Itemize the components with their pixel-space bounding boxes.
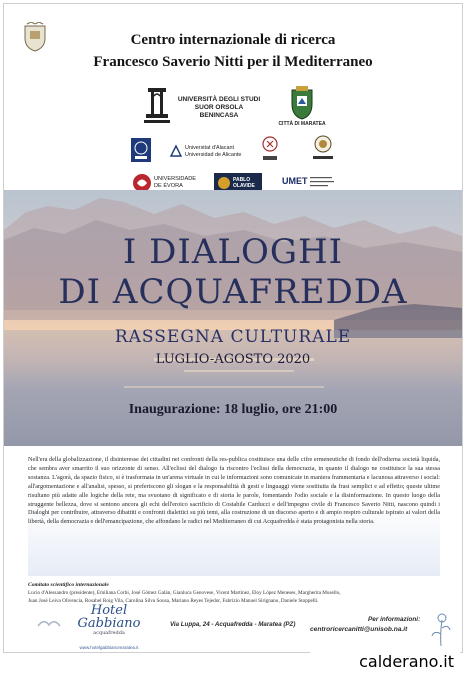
info-label: Per informazioni: [368, 616, 421, 623]
decorative-flower-icon [428, 610, 454, 648]
seal-logo-icon [130, 137, 152, 163]
suor-orsola-logo-icon [142, 84, 172, 126]
evora-name: UNIVERSIDADE DE ÉVORA [154, 176, 196, 189]
olavide-mark-icon [217, 176, 231, 190]
umet-caption-lines-icon [310, 176, 334, 188]
inauguration-date: Inaugurazione: 18 luglio, ore 21:00 [128, 402, 338, 417]
title-line1: I DIALOGHI [122, 232, 344, 272]
alicante-logo-icon [169, 144, 183, 158]
title-line2: DI ACQUAFREDDA [58, 272, 408, 312]
event-address: Via Luppa, 24 - Acquafredda - Maratea (PZ) [170, 621, 296, 628]
org-name-line1: Centro internazionale di ricerca [130, 32, 336, 48]
event-dates: LUGLIO-AGOSTO 2020 [155, 352, 311, 367]
alicante-name: Universitat d'Alacant Universidad de Alicante [185, 145, 242, 158]
committee-names-line1: Lucio d'Alessandro (presidente), Emiliana Corbi, José Gómez Galán, Gianluca Genovese, Vicent Martínez, Eloy López Meneses, Margherita Musello, [28, 590, 341, 596]
hotel-name-line2: Gabbiano [77, 616, 141, 631]
maratea-crest-icon [288, 84, 316, 120]
committee-title: Comitato scientifico internazionale [28, 582, 109, 588]
hotel-name-line1: Hotel [90, 603, 128, 618]
watermark-text: calderano.it [310, 651, 460, 673]
poster [3, 3, 463, 653]
hotel-logo [64, 604, 154, 637]
hotel-location: acquafredda [93, 630, 125, 636]
committee-names-line2: Juan José Leiva Olivencia, Rosabel Roig Vila, Carolina Silva Sousa, Mariano Reyes Tejedor, Fabrizio Manuel Sirignano, Daniele Stoppelli. [28, 597, 319, 604]
umet-name: UMET [282, 176, 308, 186]
university-seal-icon [312, 135, 334, 163]
suor-orsola-name: UNIVERSITÀ DEGLI STUDI SUOR ORSOLA BENINCASA [177, 96, 261, 119]
seagull-icon [36, 616, 62, 634]
info-email-link[interactable]: centroricercanitti@unisob.na.it [310, 626, 408, 633]
maratea-name: CITTÀ DI MARATEA [278, 121, 326, 127]
hotel-website-link[interactable]: www.hotelgabbianomaratea.it [79, 645, 139, 650]
subtitle: RASSEGNA CULTURALE [114, 327, 352, 347]
description-text: Nell'era della globalizzazione, il disinteresse dei cittadini nei confronti della res-publica costituisce una delle cifre ermeneutiche di fondo dell'odierna società liquida, che sembra aver smarrito il suo orizzonte di senso. All'eclissi del dialogo fa riscontro l'eclissi della democrazia, in quanto il dialogo ne costituisce la sua stessa sostanza. L'agorà, da spazio fisico, si è trasformata in un'arena virtuale in cui le informazioni sono comunicate in maniera frammentaria e lacunosa attraverso i social: all'argomentazione e all'analisi, spesso, si preferiscono gli slogan e la responsabilità di gesti e linguaggi viene sostituita da frasi semplici e ad effetto; queste ultime risultano più adatte alle logiche della rete, ma svuotano di significato e di storia le parole, fomentando l'odio sociale e la disinformazione. In questo luogo della struggente bellezza, dove si sentono ancora gli echi dell'eroico sacrificio di Costabile Carducci e dell'impegno civile di Francesco Saverio Nitti, nascono quindi i Dialoghi per contribuire, attraverso dibattiti e confronti dialettici su più temi, alla costruzione di un discorso aperto e di ampio respiro culturale ispirato ai valori della libertà, della democrazia e dell'emancipazione, che affondano le radici nel Mediterraneo di cui Acquafredda è stata protagonista nella storia. [28, 456, 440, 576]
org-name-line2: Francesco Saverio Nitti per il Mediterraneo [93, 54, 373, 70]
pablo-olavide-name: PABLO OLAVIDE [233, 177, 255, 189]
sicap-logo-icon [262, 136, 278, 164]
